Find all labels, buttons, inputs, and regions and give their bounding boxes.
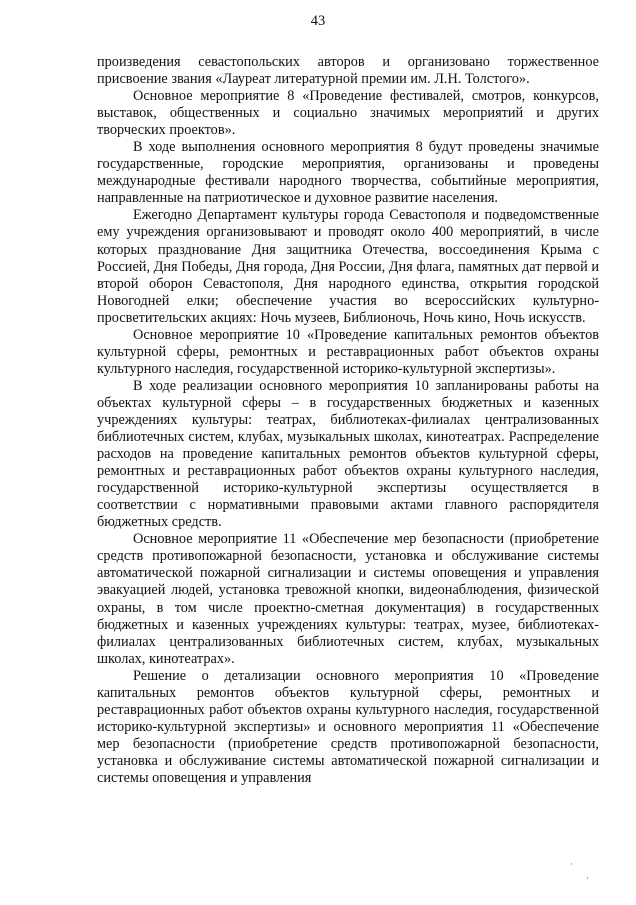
paragraph-4: Ежегодно Департамент культуры города Севастополя и подведомственные ему учреждения организовывают и проводят около 400 мероприятий, в числе которых празднование Дня защитника Отечества, воссоединения Крыма с Россией, Дня Победы, Дня города, Дня России, Дня флага, памятных дат первой и второй оборон Севастополя, Дня народного единства, открытия городской Новогодней елки; обеспечение участия во всероссийских культурно-просветительских акциях: Ночь музеев, Библионочь, Ночь кино, Ночь искусств. — [97, 207, 599, 326]
scan-speck: · — [586, 874, 589, 884]
paragraph-7: Основное мероприятие 11 «Обеспечение мер безопасности (приобретение средств противопожарной безопасности, установка и обслуживание системы автоматической пожарной сигнализации и системы оповещения и управления эвакуацией людей, установка тревожной кнопки, видеонаблюдения, физической охраны, в том числе проектно-сметная документация) в государственных бюджетных и казенных учреждениях культуры: театрах, музее, библиотеках-филиалах централизованных библиотечных систем, клубах, музыкальных школах, кинотеатрах». — [97, 531, 599, 667]
scan-speck: · — [570, 860, 573, 870]
paragraph-6: В ходе реализации основного мероприятия 10 запланированы работы на объектах культурной сферы – в государственных бюджетных и казенных учреждениях культуры: театрах, библиотеках-филиалах централизованных библиотечных систем, клубах, музыкальных школах, кинотеатрах. Распределение расходов на проведение капитальных ремонтов объектов культурной сферы, ремонтных и реставрационных работ объектов охраны культурного наследия, государственной историко-культурной экспертизы осуществляется в соответствии с нормативными правовыми актами главного распорядителя бюджетных средств. — [97, 377, 599, 531]
paragraph-5: Основное мероприятие 10 «Проведение капитальных ремонтов объектов культурной сферы, ремонтных и реставрационных работ объектов охраны культурного наследия, государственной историко-культурной экспертизы». — [97, 326, 599, 377]
paragraph-8: Решение о детализации основного мероприятия 10 «Проведение капитальных ремонтов объектов культурной сферы, ремонтных и реставрационных работ объектов охраны культурного наследия, государственной историко-культурной экспертизы» и основного мероприятия 11 «Обеспечение мер безопасности (приобретение средств противопожарной безопасности, установка и обслуживание системы автоматической пожарной сигнализации и системы оповещения и управления — [97, 667, 599, 786]
paragraph-2: Основное мероприятие 8 «Проведение фестивалей, смотров, конкурсов, выставок, общественных и социально значимых мероприятий и других творческих проектов». — [97, 88, 599, 139]
paragraph-3: В ходе выполнения основного мероприятия 8 будут проведены значимые государственные, городские мероприятия, организованы и проведены международные фестивали народного творчества, событийные мероприятия, направленные на патриотическое и духовное развитие населения. — [97, 139, 599, 207]
document-body — [97, 54, 599, 787]
paragraph-1: произведения севастопольских авторов и организовано торжественное присвоение звания «Лауреат литературной премии им. Л.Н. Толстого». — [97, 54, 599, 88]
page-number: 43 — [310, 13, 326, 29]
